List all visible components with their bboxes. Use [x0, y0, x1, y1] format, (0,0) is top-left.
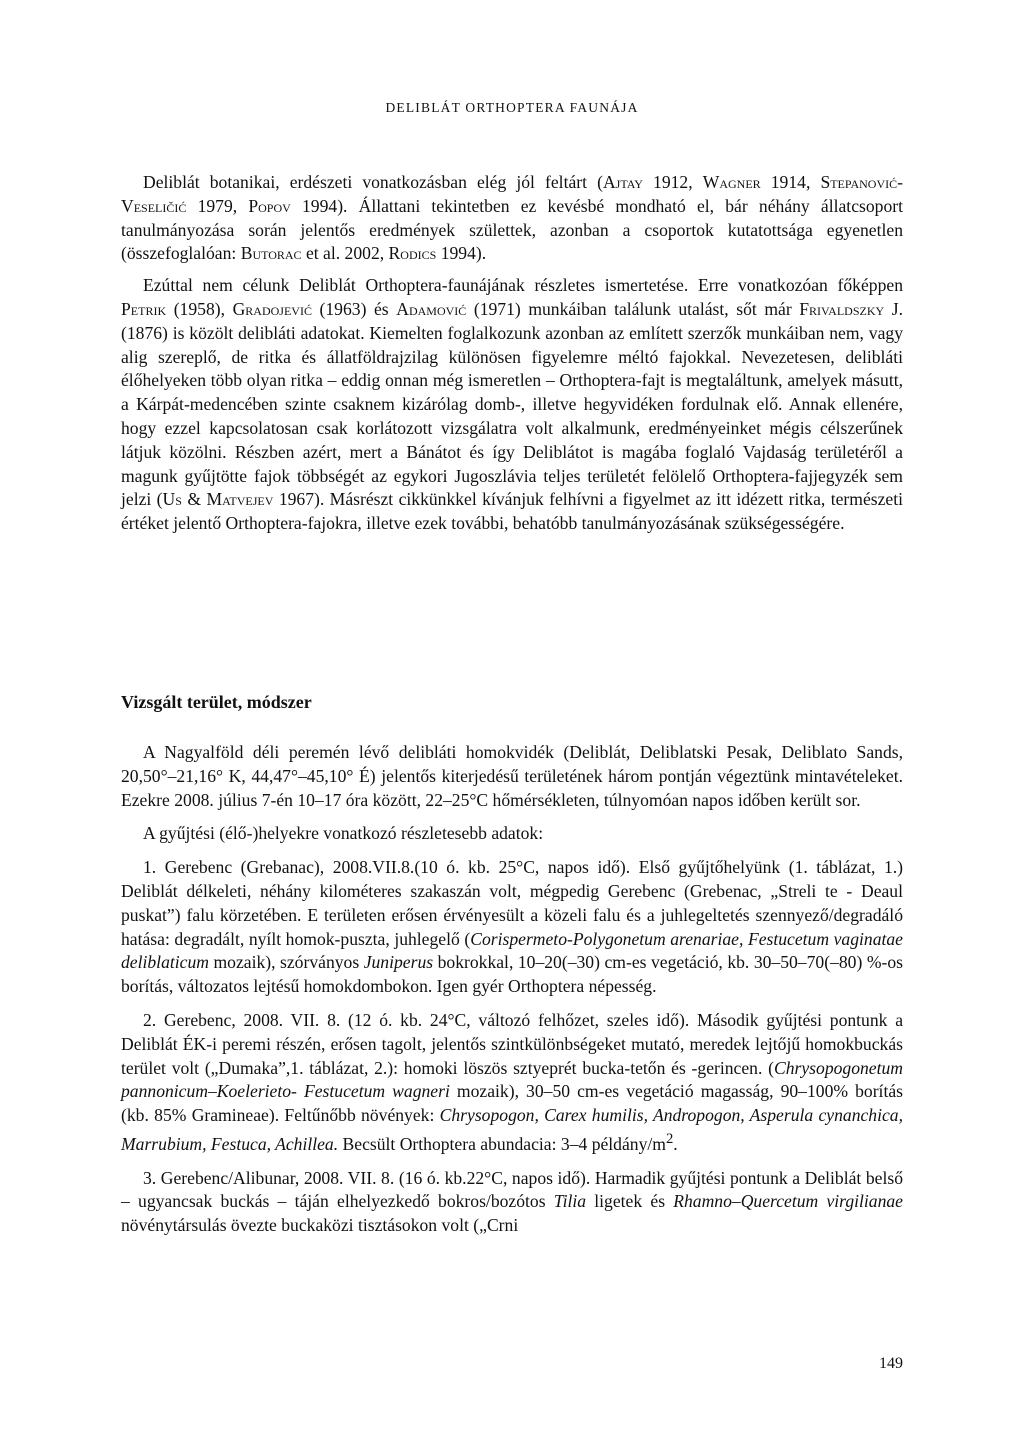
author-citation: Rodics: [388, 243, 437, 264]
author-citation: Frivaldszky: [799, 298, 885, 319]
taxon-name: Rhamno–Quercetum virgilianae: [673, 1191, 903, 1212]
superscript: 2: [665, 1130, 674, 1147]
intro-paragraph-1: Deliblát botanikai, erdészeti vonatkozásban elég jól feltárt (Ajtay 1912, Wagner 1914, Stepanović-Veseličić 1979, Popov 1994). Állattani tekintetben ez kevésbé mondható el, bár néhány állatcsoport tanulmányozása során jelentős eredmények születtek, azonban a csoportok kutatottsága egyenetlen (összefoglalóan: Butorac et al. 2002, Rodics 1994).: [121, 172, 903, 264]
site-2-paragraph: 2. Gerebenc, 2008. VII. 8. (12 ó. kb. 24°C, változó felhőzet, szeles idő). Második gyűjtési pontunk a Deliblát ÉK-i peremi részén, erősen tagolt, jelentős szintkülönbségeket mutató, meredek lejtőjű homokbuckás terület volt („Dumaka”,1. táblázat, 2.): homoki löszös sztyeprét bucka-tetőn és -gerincen. (Chrysopogonetum pannonicum–Koelerieto- Festucetum wagneri mozaik), 30–50 cm-es vegetáció magasság, 90–100% borítás (kb. 85% Gramineae). Feltűnőbb növények: Chrysopogon, Carex humilis, Andropogon, Asperula cynanchica, Marrubium, Festuca, Achillea. Becsült Orthoptera abundacia: 3–4 példány/$m^2$.: [121, 1009, 903, 1154]
author-citation: Popov: [248, 195, 291, 216]
methods-paragraph-2: A gyűjtési (élő-)helyekre vonatkozó részletesebb adatok:: [143, 823, 544, 844]
author-citation: Matvejev: [206, 489, 274, 510]
author-citation: Ajtay: [602, 172, 643, 192]
author-citation: Adamović: [396, 298, 467, 319]
section-heading: Vizsgált terület, módszer: [121, 692, 312, 712]
taxon-name: Juniperus: [363, 952, 434, 973]
site-3-paragraph: 3. Gerebenc/Alibunar, 2008. VII. 8. (16 ó. kb.22°C, napos idő). Harmadik gyűjtési pontunk a Deliblát belső – ugyancsak buckás – táján elhelyezkedő bokros/bozótos Tilia ligetek és Rhamno–Quercetum virgilianae növénytársulás övezte buckaközi tisztásokon volt („Crni: [121, 1167, 903, 1236]
site-1-paragraph: 1. Gerebenc (Grebanac), 2008.VII.8.(10 ó. kb. 25°C, napos idő). Első gyűjtőhelyünk (1. táblázat, 1.) Deliblát délkeleti, néhány kilométeres szakaszán volt, mégpedig Gerebenc (Grebenac, „Streli te - Deaul puskat”) falu körzetében. E területen erősen érvényesült a közeli falu és a juhlegeltetés szennyező/degradáló hatása: degradált, nyílt homok-puszta, juhlegelő (Corispermeto-Polygonetum arenariae, Festucetum vaginatae deliblaticum mozaik), szórványos Juniperus bokrokkal, 10–20(–30) cm-es vegetáció, kb. 30–50–70(–80) %-os borítás, változatos lejtésű homokdombokon. Igen gyér Orthoptera népesség.: [121, 857, 903, 997]
author-citation: Wagner: [702, 172, 761, 192]
methods-paragraph-1: A Nagyalföld déli peremén lévő delibláti homokvidék (Deliblát, Deliblatski Pesak, Deliblato Sands, 20,50°–21,16° K, 44,47°–45,10° É) jelentős kiterjedésű területének három pontján végeztünk mintavételeket. Ezekre 2008. július 7-én 10–17 óra között, 22–25°C hőmérsékleten, túlnyomóan napos időben került sor.: [121, 742, 903, 810]
intro-paragraph-2: Ezúttal nem célunk Deliblát Orthoptera-faunájának részletes ismertetése. Erre vonatkozóan főképpen Petrik (1958), Gradojević (1963) és Adamović (1971) munkáiban találunk utalást, sőt már Frivaldszky J. (1876) is közölt delibláti adatokat. Kiemelten foglalkozunk azonban az említett szerzők munkáiban nem, vagy alig szereplő, de ritka és állatföldrajzilag különösen figyelemre méltó fajokkal. Nevezetesen, delibláti élőhelyeken több olyan ritka – eddig onnan még ismeretlen – Orthoptera-fajt is megtaláltunk, amelyek másutt, a Kárpát-medencében szinte csaknem kizárólag domb-, illetve hegyvidéken fordulnak elő. Annak ellenére, hogy ezzel kapcsolatosan csak korlátozott vizsgálatra volt alkalmunk, eredményeinket mégis célszerűnek látjuk közölni. Részben azért, mert a Bánátot és így Deliblátot is magába foglaló Vajdaság területéről a magunk gyűjtötte fajok többségét az egykori Jugoszlávia teljes területét felölelő Orthoptera-fajjegyzék sem jelzi (Us & Matvejev 1967). Másrészt cikkünkkel kívánjuk felhívni a figyelmet az itt idézett ritka, természeti értéket jelentő Orthoptera-fajokra, illetve ezek további, behatóbb tanulmányozásának szükségességére.: [121, 275, 903, 534]
author-citation: Gradojević: [232, 298, 312, 319]
author-citation: Butorac: [240, 243, 302, 264]
taxon-name: Corispermeto-Polygonetum arenariae, Festucetum vaginatae deliblaticum: [121, 928, 903, 973]
author-citation: Us: [162, 489, 182, 510]
page-number: 149: [879, 1355, 903, 1372]
methods-block: [121, 741, 903, 1248]
taxon-name: Chrysopogonetum pannonicum–Koelerieto- Festucetum wagneri: [121, 1057, 903, 1102]
taxon-name: Chrysopogon, Carex humilis, Andropogon, Asperula cynanchica, Marrubium, Festuca, Achillea.: [121, 1105, 903, 1154]
author-citation: Petrik: [121, 298, 167, 319]
taxon-name: Tilia: [553, 1191, 587, 1212]
running-head: DELIBLÁT ORTHOPTERA FAUNÁJA: [385, 100, 639, 115]
author-citation: Stepanović-Veseličić: [121, 172, 903, 216]
intro-block: [121, 171, 903, 544]
